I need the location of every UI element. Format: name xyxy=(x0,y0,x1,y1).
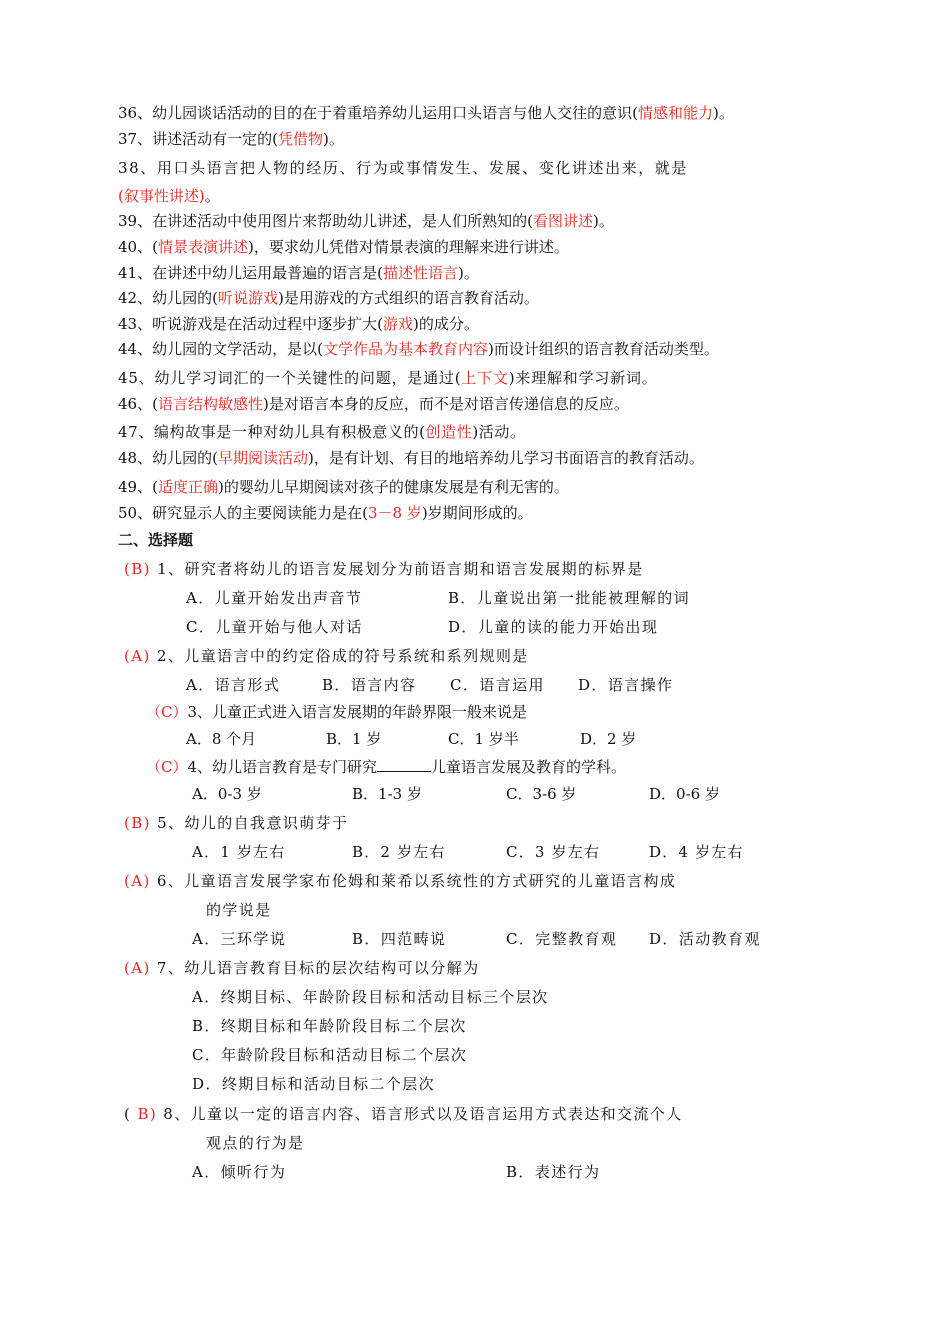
item-49 xyxy=(118,477,569,497)
answer-text: 听说游戏 xyxy=(217,289,278,307)
answer-mark: (A) xyxy=(124,959,151,977)
option-a: A．语言形式 xyxy=(186,676,281,694)
item-text: 38、用口头语言把人物的经历、行为或事情发生、发展、变化讲述出来，就是 xyxy=(118,159,689,177)
item-39 xyxy=(118,211,614,231)
item-44 xyxy=(118,339,719,359)
option-b: B．四范畴说 xyxy=(352,930,447,948)
question-6 xyxy=(124,871,676,891)
answer-text: 语言结构敏感性 xyxy=(157,395,263,413)
option-a: A．倾听行为 xyxy=(192,1163,287,1181)
item-text: 40、( xyxy=(118,238,158,256)
item-text: )，是有计划、有目的地培养幼儿学习书面语言的教育活动。 xyxy=(307,449,704,467)
answer-text: 看图讲述 xyxy=(532,212,593,230)
question-stem: 3、儿童正式进入语言发展期的年龄界限一般来说是 xyxy=(187,703,528,721)
item-37 xyxy=(118,129,344,149)
item-text: 49、( xyxy=(118,478,158,496)
question-stem: 儿童语言发展及教育的学科。 xyxy=(431,758,627,776)
answer-mark: （C） xyxy=(146,703,188,721)
item-text: )的婴幼儿早期阅读对孩子的健康发展是有利无害的。 xyxy=(217,478,569,496)
item-46 xyxy=(118,394,629,414)
answer-text: 情景表演讲述 xyxy=(157,238,248,256)
item-text: )是对语言本身的反应，而不是对语言传递信息的反应。 xyxy=(262,395,629,413)
question-6-continued: 的学说是 xyxy=(206,901,272,919)
answer-text: 情感和能力 xyxy=(637,104,713,122)
option-c: C．1 岁半 xyxy=(448,730,519,748)
question-stem: 5、幼儿的自我意识萌芽于 xyxy=(150,814,349,832)
option-b: B．1-3 岁 xyxy=(352,785,422,803)
answer-mark: (A) xyxy=(124,647,151,665)
item-text: )岁期间形成的。 xyxy=(421,504,533,522)
option-c: C．儿童开始与他人对话 xyxy=(186,618,363,636)
question-4 xyxy=(146,757,626,777)
item-47 xyxy=(118,422,526,442)
answer-text: 适度正确 xyxy=(157,478,218,496)
item-text: 41、在讲述中幼儿运用最普遍的语言是( xyxy=(118,264,383,282)
question-3 xyxy=(146,702,527,722)
answer-mark: B) xyxy=(137,1105,158,1123)
item-text: )，要求幼儿凭借对情景表演的理解来进行讲述。 xyxy=(247,238,569,256)
item-text: 42、幼儿园的( xyxy=(118,289,218,307)
item-text: 39、在讲述活动中使用图片来帮助幼儿讲述，是人们所熟知的( xyxy=(118,212,533,230)
option-d: D．4 岁左右 xyxy=(649,843,744,861)
item-text: )。 xyxy=(712,104,734,122)
option-c: C．年龄阶段目标和活动目标二个层次 xyxy=(192,1046,468,1064)
item-41 xyxy=(118,263,479,283)
answer-text: (叙事性讲述) xyxy=(118,187,205,205)
question-stem: 7、幼儿语言教育目标的层次结构可以分解为 xyxy=(150,959,480,977)
option-b: B．2 岁左右 xyxy=(352,843,446,861)
option-a: A．儿童开始发出声音节 xyxy=(186,589,363,607)
item-40 xyxy=(118,237,569,257)
item-43 xyxy=(118,314,479,334)
question-5 xyxy=(124,813,348,833)
question-stem: 1、研究者将幼儿的语言发展划分为前语言期和语言发展期的标界是 xyxy=(150,560,644,578)
item-50 xyxy=(118,503,533,523)
option-d: D．2 岁 xyxy=(580,730,637,748)
item-text: )活动。 xyxy=(472,423,526,441)
item-45 xyxy=(118,368,658,388)
answer-mark: (B) xyxy=(124,560,151,578)
answer-text: 早期阅读活动 xyxy=(217,449,308,467)
item-38 xyxy=(118,158,688,178)
option-d: D．活动教育观 xyxy=(649,930,761,948)
answer-text: 3－8 岁 xyxy=(367,504,422,522)
item-text: )的成分。 xyxy=(412,315,479,333)
question-1 xyxy=(124,559,644,579)
option-d: D．0-6 岁 xyxy=(649,785,720,803)
option-a: A．8 个月 xyxy=(186,730,257,748)
item-text: )。 xyxy=(457,264,479,282)
question-stem: 8、儿童以一定的语言内容、语言形式以及语言运用方式表达和交流个人 xyxy=(157,1105,683,1123)
answer-mark: (A) xyxy=(124,872,151,890)
item-text: 50、研究显示人的主要阅读能力是在( xyxy=(118,504,368,522)
option-a: A．终期目标、年龄阶段目标和活动目标三个层次 xyxy=(192,988,549,1006)
item-text: 47、编构故事是一种对幼儿具有积极意义的( xyxy=(118,423,426,441)
section-heading: 二、选择题 xyxy=(118,531,194,549)
option-a: A．三环学说 xyxy=(192,930,287,948)
answer-mark: (B) xyxy=(124,814,151,832)
item-42 xyxy=(118,288,539,308)
item-text: 37、讲述活动有一定的( xyxy=(118,130,278,148)
item-text: )。 xyxy=(322,130,344,148)
option-b: B．终期目标和年龄阶段目标二个层次 xyxy=(192,1017,467,1035)
option-d: D．终期目标和活动目标二个层次 xyxy=(192,1075,436,1093)
answer-mark: （C） xyxy=(146,758,188,776)
option-d: D．儿童的读的能力开始出现 xyxy=(448,618,659,636)
answer-text: 凭借物 xyxy=(277,130,323,148)
item-text: 48、幼儿园的( xyxy=(118,449,218,467)
option-b: B．儿童说出第一批能被理解的词 xyxy=(448,589,691,607)
option-a: A．0-3 岁 xyxy=(192,785,262,803)
answer-text: 上下文 xyxy=(461,369,509,387)
item-text: 44、幼儿园的文学活动，是以( xyxy=(118,340,323,358)
question-7 xyxy=(124,958,479,978)
item-text: 36、幼儿园谈话活动的目的在于着重培养幼儿运用口头语言与他人交往的意识( xyxy=(118,104,638,122)
item-text: 43、听说游戏是在活动过程中逐步扩大( xyxy=(118,315,383,333)
answer-text: 创造性 xyxy=(425,423,473,441)
question-8 xyxy=(124,1104,683,1124)
question-8-continued: 观点的行为是 xyxy=(206,1134,305,1152)
item-text: )而设计组织的语言教育活动类型。 xyxy=(487,340,719,358)
option-d: D．语言操作 xyxy=(578,676,674,694)
item-text: 45、幼儿学习词汇的一个关键性的问题，是通过( xyxy=(118,369,462,387)
item-38-answer-line xyxy=(118,186,220,206)
question-stem: 2、儿童语言中的约定俗成的符号系统和系列规则是 xyxy=(150,647,529,665)
item-text: )。 xyxy=(592,212,614,230)
option-c: C．3 岁左右 xyxy=(506,843,601,861)
option-c: C．3-6 岁 xyxy=(506,785,577,803)
answer-text: 文学作品为基本教育内容 xyxy=(322,340,488,358)
option-b: B．1 岁 xyxy=(326,730,382,748)
answer-text: 游戏 xyxy=(382,315,413,333)
item-48 xyxy=(118,448,704,468)
item-text: 46、( xyxy=(118,395,158,413)
blank-line xyxy=(377,757,431,772)
option-a: A．1 岁左右 xyxy=(192,843,286,861)
item-36 xyxy=(118,103,734,123)
item-text: )来理解和学习新词。 xyxy=(508,369,658,387)
answer-text: 描述性语言 xyxy=(382,264,458,282)
option-c: C．语言运用 xyxy=(450,676,545,694)
question-2 xyxy=(124,646,529,666)
item-text: )是用游戏的方式组织的语言教育活动。 xyxy=(277,289,539,307)
answer-paren: ( xyxy=(124,1105,132,1123)
option-b: B．语言内容 xyxy=(322,676,417,694)
question-stem: 4、幼儿语言教育是专门研究 xyxy=(187,758,378,776)
option-c: C．完整教育观 xyxy=(506,930,618,948)
question-stem: 6、儿童语言发展学家布伦姆和莱希以系统性的方式研究的儿童语言构成 xyxy=(150,872,677,890)
item-text: 。 xyxy=(204,187,220,205)
option-b: B．表述行为 xyxy=(506,1163,601,1181)
